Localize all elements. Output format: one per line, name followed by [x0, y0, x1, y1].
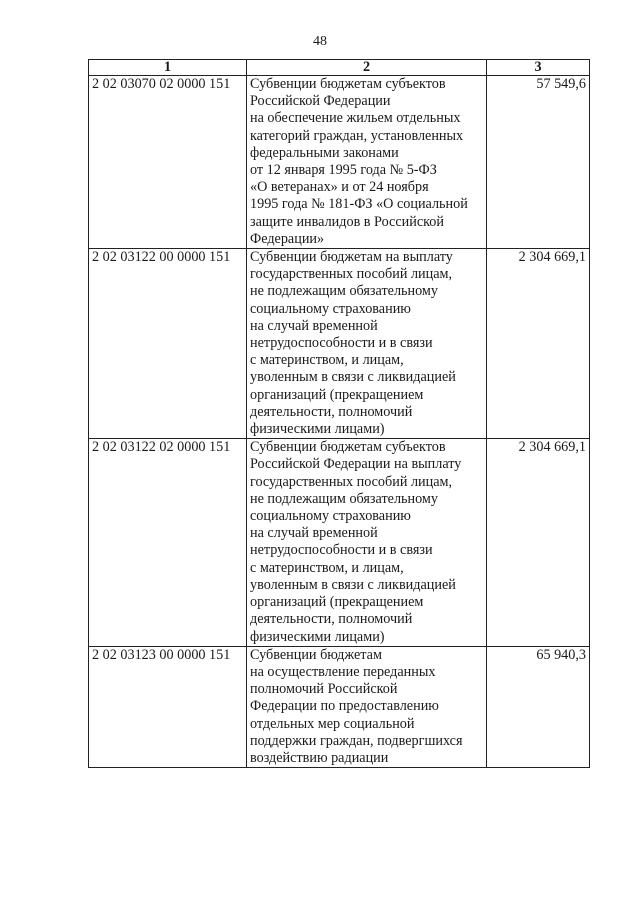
description-line: на случай временной [250, 317, 378, 334]
amount-value: 65 940,3 [487, 646, 590, 767]
description-line: нетрудоспособности и в связи [250, 542, 433, 559]
table-row [89, 439, 590, 646]
column-header-description: 2 [247, 60, 487, 76]
description-line: федеральными законами [250, 144, 399, 161]
table-row [89, 646, 590, 767]
revenue-description [247, 249, 487, 439]
description-line: Субвенции бюджетам на выплату [250, 249, 453, 266]
amount-value: 2 304 669,1 [487, 439, 590, 646]
description-line: с материнством, и лицам, [250, 352, 404, 369]
description-line: деятельности, полномочий [250, 403, 413, 420]
description-line: Федерации по предоставлению [250, 698, 439, 715]
description-line: на случай временной [250, 525, 378, 542]
revenue-description [247, 439, 487, 646]
description-line: поддержки граждан, подвергшихся [250, 732, 463, 749]
description-line: от 12 января 1995 года № 5-ФЗ [250, 162, 437, 179]
description-line: на осуществление переданных [250, 663, 436, 680]
description-line: не подлежащим обязательному [250, 283, 439, 300]
classification-code: 2 02 03122 00 0000 151 [89, 249, 247, 439]
description-line: нетрудоспособности и в связи [250, 335, 433, 352]
table-row [89, 76, 590, 249]
description-line: воздействию радиации [250, 749, 389, 766]
column-header-code: 1 [89, 60, 247, 76]
description-line: Субвенции бюджетам субъектов [250, 76, 446, 92]
description-line: физическими лицами) [250, 421, 385, 438]
description-line: организаций (прекращением [250, 594, 424, 611]
description-line: социальному страхованию [250, 300, 411, 317]
amount-value: 57 549,6 [487, 76, 590, 249]
description-line: деятельности, полномочий [250, 611, 413, 628]
description-line: полномочий Российской [250, 681, 398, 698]
description-line: защите инвалидов в Российской [250, 213, 444, 230]
classification-code: 2 02 03070 02 0000 151 [89, 76, 247, 249]
description-line: на обеспечение жильем отдельных [250, 110, 461, 127]
budget-table [88, 59, 590, 768]
column-header-amount: 3 [487, 60, 590, 76]
description-line: «О ветеранах» и от 24 ноября [250, 179, 429, 196]
description-line: уволенным в связи с ликвидацией [250, 576, 456, 593]
revenue-description [247, 646, 487, 767]
description-line: физическими лицами) [250, 628, 385, 645]
description-line: Российской Федерации на выплату [250, 456, 462, 473]
description-line: отдельных мер социальной [250, 715, 415, 732]
description-line: Федерации» [250, 230, 325, 247]
table-row [89, 249, 590, 439]
page-number: 48 [313, 34, 327, 49]
classification-code: 2 02 03122 02 0000 151 [89, 439, 247, 646]
table-header [89, 60, 590, 76]
description-line: Субвенции бюджетам [250, 646, 382, 663]
description-line: категорий граждан, установленных [250, 127, 464, 144]
table-body [89, 76, 590, 768]
description-line: уволенным в связи с ликвидацией [250, 369, 456, 386]
description-line: 1995 года № 181-ФЗ «О социальной [250, 196, 468, 213]
description-line: государственных пособий лицам, [250, 266, 453, 283]
description-line: Российской Федерации [250, 93, 391, 110]
description-line: с материнством, и лицам, [250, 559, 404, 576]
description-line: организаций (прекращением [250, 386, 424, 403]
header-row [89, 60, 590, 76]
description-line: не подлежащим обязательному [250, 490, 439, 507]
revenue-description [247, 76, 487, 249]
amount-value: 2 304 669,1 [487, 249, 590, 439]
description-line: государственных пособий лицам, [250, 473, 453, 490]
classification-code: 2 02 03123 00 0000 151 [89, 646, 247, 767]
description-line: Субвенции бюджетам субъектов [250, 439, 446, 456]
description-line: социальному страхованию [250, 508, 411, 525]
